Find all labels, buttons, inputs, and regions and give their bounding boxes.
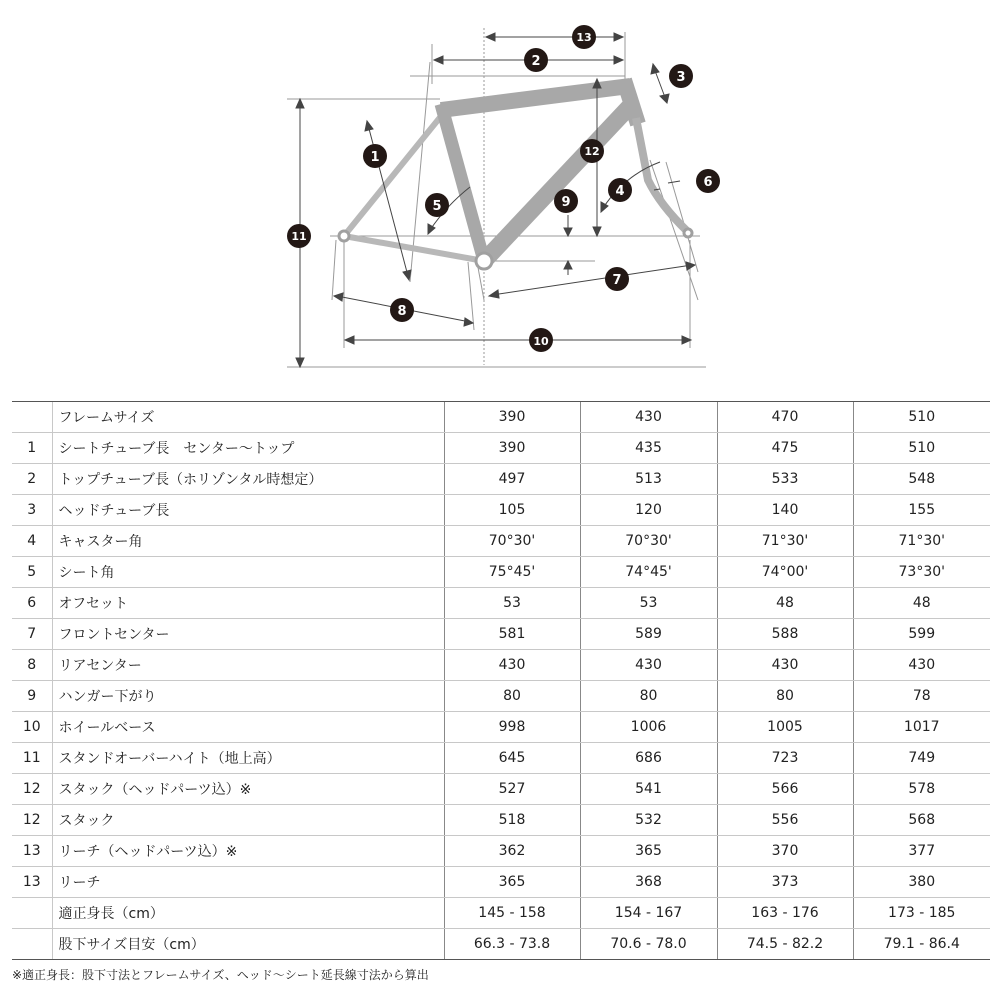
row-number [12, 898, 52, 929]
geometry-table-body [12, 402, 990, 960]
row-label: リーチ [52, 867, 444, 898]
bubble-13 [572, 25, 596, 49]
table-row [12, 495, 990, 526]
table-row [12, 557, 990, 588]
size-470-value: 163 - 176 [717, 898, 853, 929]
row-number: 1 [12, 433, 52, 464]
row-number: 13 [12, 836, 52, 867]
row-number [12, 402, 52, 433]
size-510-value: 599 [853, 619, 990, 650]
size-430-value: 53 [580, 588, 717, 619]
table-row [12, 836, 990, 867]
size-510-value: 749 [853, 743, 990, 774]
size-510-value: 548 [853, 464, 990, 495]
bubble-8 [390, 298, 414, 322]
size-390-value: 497 [444, 464, 580, 495]
arrow-head [464, 318, 473, 326]
size-390-value: 365 [444, 867, 580, 898]
size-510-value: 1017 [853, 712, 990, 743]
arrow-head [489, 290, 499, 298]
size-430-value: 589 [580, 619, 717, 650]
svg-text:13: 13 [576, 31, 592, 44]
size-390-value: 581 [444, 619, 580, 650]
row-number: 3 [12, 495, 52, 526]
svg-text:5: 5 [432, 199, 442, 214]
arrow-head [614, 33, 623, 41]
svg-text:6: 6 [703, 175, 713, 190]
size-390-value: 145 - 158 [444, 898, 580, 929]
arrow-head [660, 94, 669, 103]
arrow-head [334, 293, 343, 301]
row-number [12, 929, 52, 960]
size-510-value: 430 [853, 650, 990, 681]
size-390-value: 75°45' [444, 557, 580, 588]
size-470-value: 723 [717, 743, 853, 774]
size-430-value: 70.6 - 78.0 [580, 929, 717, 960]
row-number: 12 [12, 805, 52, 836]
row-label: オフセット [52, 588, 444, 619]
svg-text:9: 9 [561, 195, 571, 210]
table-row [12, 433, 990, 464]
front-dropout [684, 229, 692, 237]
size-390-value: 527 [444, 774, 580, 805]
arrow-head [296, 99, 304, 108]
table-row [12, 650, 990, 681]
svg-text:4: 4 [615, 184, 625, 199]
size-390-value: 70°30' [444, 526, 580, 557]
arrow-head [651, 64, 659, 74]
size-510-value: 48 [853, 588, 990, 619]
row-label: リーチ（ヘッドパーツ込）※ [52, 836, 444, 867]
size-510-value: 510 [853, 433, 990, 464]
footnote: ※適正身長：股下寸法とフレームサイズ、ヘッド〜シート延長線寸法から算出 [12, 968, 429, 982]
size-430-value: 430 [580, 650, 717, 681]
size-470-value: 373 [717, 867, 853, 898]
frame-geometry-svg [0, 0, 1000, 390]
row-number: 12 [12, 774, 52, 805]
arrow-head [403, 270, 411, 280]
size-510-value: 510 [853, 402, 990, 433]
size-390-value: 390 [444, 433, 580, 464]
size-430-value: 1006 [580, 712, 717, 743]
size-390-value: 66.3 - 73.8 [444, 929, 580, 960]
row-label: トップチューブ長（ホリゾンタル時想定） [52, 464, 444, 495]
size-430-value: 541 [580, 774, 717, 805]
row-label: リアセンター [52, 650, 444, 681]
row-label: スタンドオーバーハイト（地上高） [52, 743, 444, 774]
dim-front-center [492, 265, 692, 295]
arrow-head [564, 261, 572, 269]
svg-text:1: 1 [370, 150, 380, 165]
svg-text:11: 11 [291, 230, 307, 243]
table-row [12, 774, 990, 805]
row-number: 5 [12, 557, 52, 588]
table-row [12, 464, 990, 495]
table-row [12, 681, 990, 712]
size-430-value: 120 [580, 495, 717, 526]
size-470-value: 80 [717, 681, 853, 712]
size-470-value: 48 [717, 588, 853, 619]
fork [636, 118, 688, 232]
row-label: フロントセンター [52, 619, 444, 650]
size-510-value: 380 [853, 867, 990, 898]
frame-geometry-diagram [0, 0, 1000, 390]
size-430-value: 686 [580, 743, 717, 774]
svg-text:12: 12 [584, 145, 600, 158]
arrow-head [434, 56, 443, 64]
row-label: キャスター角 [52, 526, 444, 557]
size-510-value: 568 [853, 805, 990, 836]
row-number: 6 [12, 588, 52, 619]
size-430-value: 513 [580, 464, 717, 495]
bubble-3 [669, 64, 693, 88]
size-390-value: 80 [444, 681, 580, 712]
geometry-table [12, 401, 990, 960]
size-390-value: 105 [444, 495, 580, 526]
size-390-value: 430 [444, 650, 580, 681]
size-430-value: 154 - 167 [580, 898, 717, 929]
size-510-value: 173 - 185 [853, 898, 990, 929]
arrow-head [601, 202, 608, 212]
row-label: 適正身長（cm） [52, 898, 444, 929]
table-row [12, 619, 990, 650]
size-470-value: 430 [717, 650, 853, 681]
rear-dropout [339, 231, 349, 241]
row-number: 11 [12, 743, 52, 774]
arrow-head [614, 56, 623, 64]
row-number: 10 [12, 712, 52, 743]
size-510-value: 578 [853, 774, 990, 805]
size-470-value: 475 [717, 433, 853, 464]
bubble-2 [524, 48, 548, 72]
size-510-value: 377 [853, 836, 990, 867]
bubble-5 [425, 193, 449, 217]
size-470-value: 533 [717, 464, 853, 495]
size-430-value: 74°45' [580, 557, 717, 588]
row-label: スタック [52, 805, 444, 836]
size-390-value: 390 [444, 402, 580, 433]
size-470-value: 370 [717, 836, 853, 867]
arrow-head [365, 121, 373, 131]
size-390-value: 362 [444, 836, 580, 867]
row-label: ハンガー下がり [52, 681, 444, 712]
svg-text:3: 3 [676, 70, 686, 85]
seat-stay [344, 110, 446, 236]
size-510-value: 155 [853, 495, 990, 526]
down-tube [484, 104, 632, 261]
row-label: フレームサイズ [52, 402, 444, 433]
bubble-7 [605, 267, 629, 291]
size-510-value: 73°30' [853, 557, 990, 588]
size-470-value: 470 [717, 402, 853, 433]
size-510-value: 79.1 - 86.4 [853, 929, 990, 960]
size-470-value: 588 [717, 619, 853, 650]
table-row [12, 712, 990, 743]
size-430-value: 80 [580, 681, 717, 712]
size-390-value: 998 [444, 712, 580, 743]
seat-tube [441, 104, 484, 261]
size-390-value: 518 [444, 805, 580, 836]
row-number: 8 [12, 650, 52, 681]
table-row [12, 588, 990, 619]
svg-text:8: 8 [397, 304, 407, 319]
size-430-value: 435 [580, 433, 717, 464]
size-430-value: 430 [580, 402, 717, 433]
size-470-value: 74°00' [717, 557, 853, 588]
table-header-row [12, 402, 990, 433]
size-470-value: 566 [717, 774, 853, 805]
bicycle-frame [339, 80, 692, 269]
reference-lines [287, 28, 706, 367]
row-label: ホイールベース [52, 712, 444, 743]
rear-center-right-tick [468, 262, 474, 330]
row-label: シート角 [52, 557, 444, 588]
arrow-head [564, 228, 572, 236]
bubble-11 [287, 224, 311, 248]
dimension-lines [296, 33, 695, 367]
arrow-head [593, 227, 601, 236]
size-390-value: 53 [444, 588, 580, 619]
size-510-value: 78 [853, 681, 990, 712]
svg-text:2: 2 [531, 54, 541, 69]
svg-text:10: 10 [533, 335, 549, 348]
row-label: 股下サイズ目安（cm） [52, 929, 444, 960]
row-number: 9 [12, 681, 52, 712]
bubble-4 [608, 178, 632, 202]
bubble-10 [529, 328, 553, 352]
size-430-value: 368 [580, 867, 717, 898]
rear-center-left-tick [332, 240, 336, 300]
size-470-value: 556 [717, 805, 853, 836]
arrow-head [345, 336, 354, 344]
size-470-value: 1005 [717, 712, 853, 743]
row-number: 7 [12, 619, 52, 650]
dim-offset-a [668, 181, 680, 183]
size-470-value: 71°30' [717, 526, 853, 557]
arrow-head [428, 224, 435, 234]
size-430-value: 532 [580, 805, 717, 836]
table-row [12, 805, 990, 836]
size-470-value: 140 [717, 495, 853, 526]
size-470-value: 74.5 - 82.2 [717, 929, 853, 960]
bubble-1 [363, 144, 387, 168]
size-430-value: 365 [580, 836, 717, 867]
size-510-value: 71°30' [853, 526, 990, 557]
bubble-6 [696, 169, 720, 193]
table-row [12, 743, 990, 774]
bottom-bracket [476, 253, 492, 269]
row-label: ヘッドチューブ長 [52, 495, 444, 526]
arrow-head [296, 358, 304, 367]
row-number: 13 [12, 867, 52, 898]
bubble-12 [580, 139, 604, 163]
row-label: シートチューブ長 センター〜トップ [52, 433, 444, 464]
table-row [12, 898, 990, 929]
row-label: スタック（ヘッドパーツ込）※ [52, 774, 444, 805]
table-row [12, 867, 990, 898]
top-tube [441, 86, 630, 110]
svg-text:7: 7 [612, 273, 622, 288]
row-number: 2 [12, 464, 52, 495]
size-390-value: 645 [444, 743, 580, 774]
bubble-9 [554, 189, 578, 213]
table-row [12, 929, 990, 960]
arrow-head [486, 33, 495, 41]
row-number: 4 [12, 526, 52, 557]
size-430-value: 70°30' [580, 526, 717, 557]
table-row [12, 526, 990, 557]
